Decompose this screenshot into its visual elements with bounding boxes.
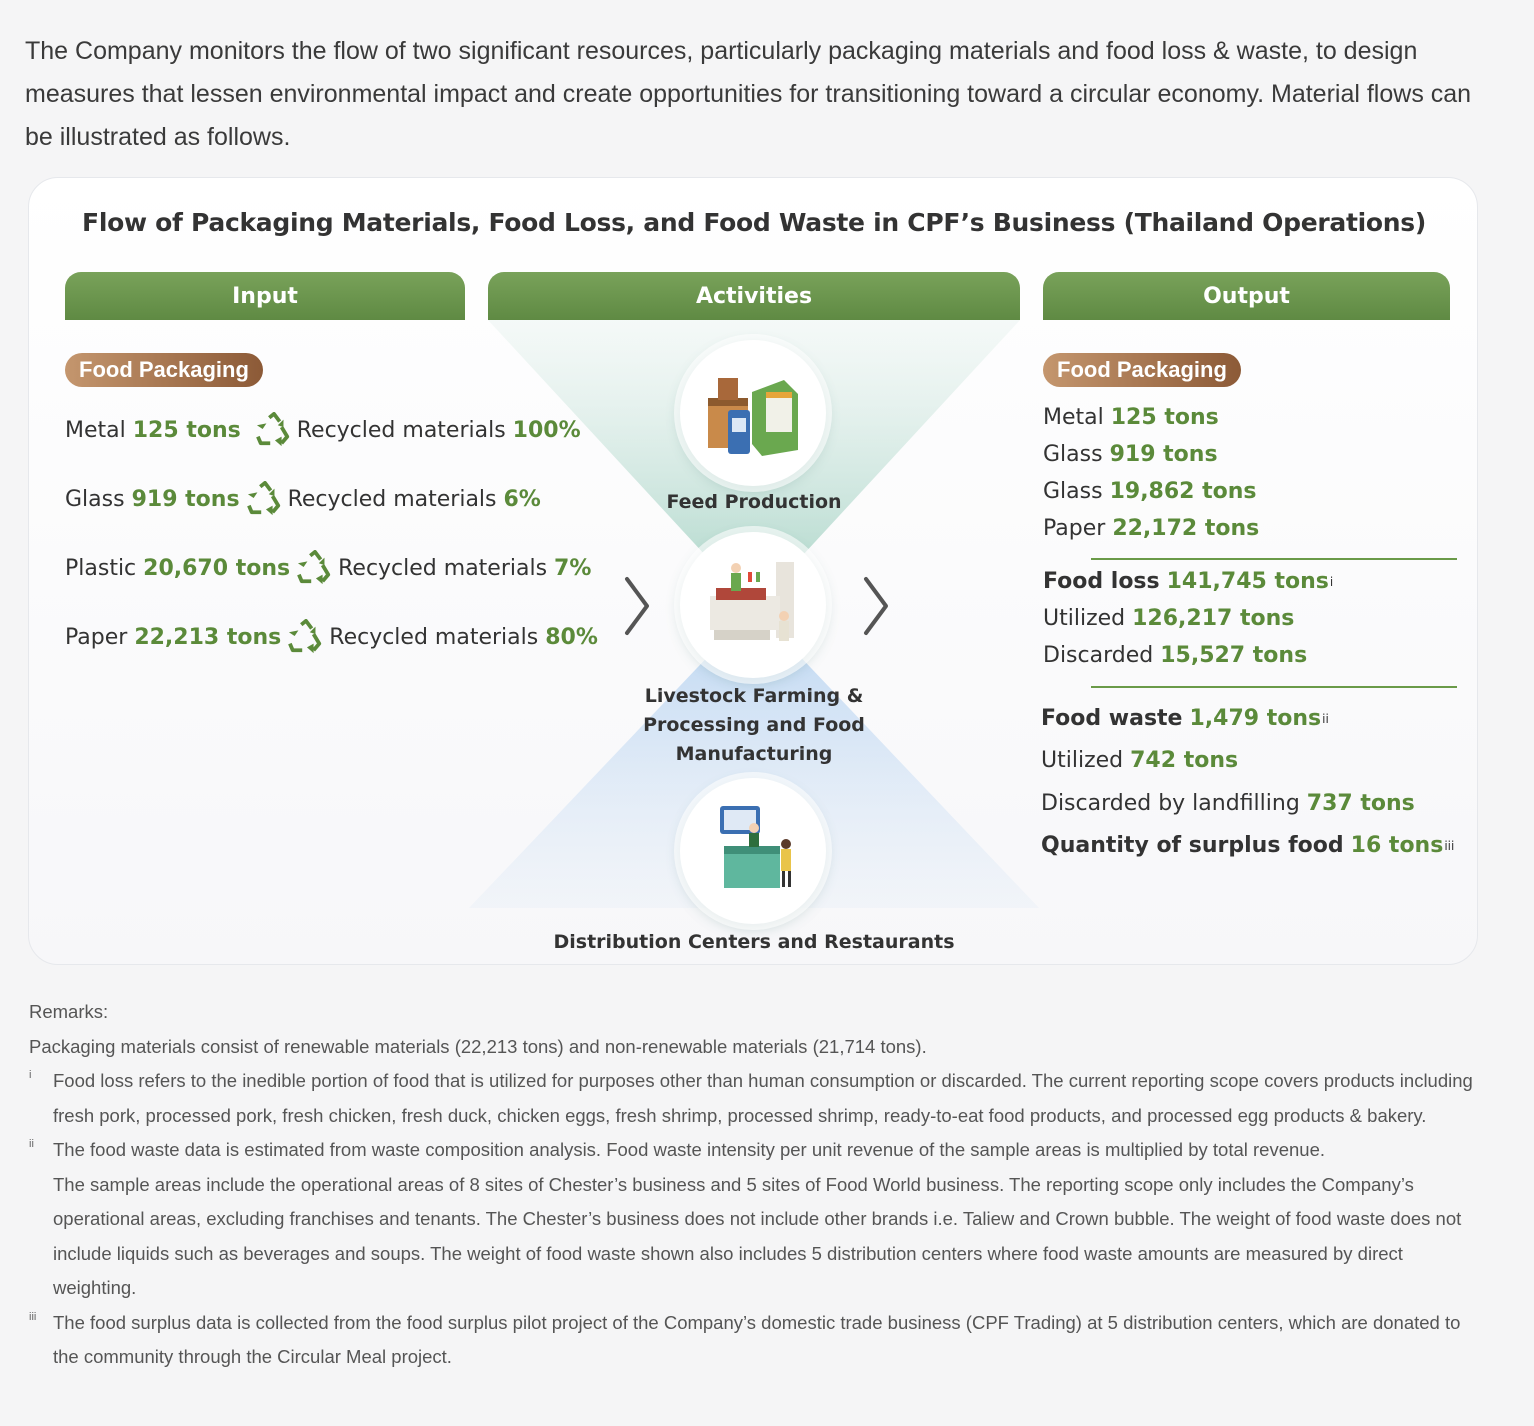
recycled-percent: 80% <box>545 624 598 650</box>
output-food-waste <box>1041 706 1329 731</box>
recycled-label: Recycled materials <box>329 624 539 650</box>
material-amount: 19,862 tons <box>1109 479 1257 504</box>
recycled-label: Recycled materials <box>338 555 548 581</box>
food-loss-label: Food loss <box>1043 569 1160 594</box>
recycled-label: Recycled materials <box>287 486 497 512</box>
recycle-icon <box>287 619 325 655</box>
input-row-metal <box>65 412 581 448</box>
footnote-mark: i <box>29 1069 32 1081</box>
utilized-label: Utilized <box>1043 606 1126 631</box>
material-name: Metal <box>1043 405 1104 430</box>
activity-distribution-restaurants: Distribution Centers and Restaurants <box>553 931 955 953</box>
divider <box>1091 686 1457 688</box>
output-food-waste-landfill <box>1041 791 1415 816</box>
recycle-icon <box>255 412 293 448</box>
material-amount: 125 tons <box>1110 405 1219 430</box>
input-row-glass <box>65 481 541 517</box>
input-food-packaging-pill: Food Packaging <box>65 353 263 387</box>
utilized-amount: 742 tons <box>1130 748 1239 773</box>
material-amount: 125 tons <box>132 417 241 443</box>
discarded-amount: 15,527 tons <box>1160 643 1308 668</box>
material-amount: 919 tons <box>1109 442 1218 467</box>
output-food-waste-utilized <box>1041 748 1238 773</box>
output-row-glass-2 <box>1043 479 1257 504</box>
footnote-ref: ii <box>1322 711 1329 726</box>
feed-production-illustration <box>680 340 826 486</box>
output-row-metal <box>1043 405 1219 430</box>
intro-paragraph: The Company monitors the flow of two significant resources, particularly packaging materials and food loss & waste, to design measures that lessen environmental impact and create opportunities for transitioning toward a circular economy. Material flows can be illustrated as follows. <box>25 37 1472 151</box>
output-row-glass <box>1043 442 1218 467</box>
recycled-percent: 100% <box>512 417 581 443</box>
tab-activities: Activities <box>488 272 1020 320</box>
footnote-text-continued: The sample areas include the operational areas of 8 sites of Chester’s business and 5 sites of Food World business. The reporting scope only includes the Company’s operational areas, excluding franchises and tenants. The Chester’s business does not include other brands i.e. Taliew and Crown bubble. The weight of food waste does not include liquids such as beverages and soups. The weight of food waste shown also includes 5 distribution centers where food waste amounts are measured by direct weighting. <box>53 1173 1462 1298</box>
divider <box>1091 558 1457 560</box>
surplus-amount: 16 tons <box>1350 833 1444 858</box>
footnote-text: The food surplus data is collected from the food surplus pilot project of the Company’s domestic trade business (CPF Trading) at 5 distribution centers, which are donated to the community through the Circular Meal project. <box>53 1311 1461 1367</box>
footnote-text: The food waste data is estimated from waste composition analysis. Food waste intensity per unit revenue of the sample areas is multiplied by total revenue. <box>53 1139 1326 1160</box>
remarks-section <box>29 995 1489 1375</box>
material-flow-card <box>28 177 1478 965</box>
material-amount: 22,213 tons <box>134 624 282 650</box>
activity-feed-production: Feed Production <box>666 491 842 513</box>
footnote-mark: iii <box>29 1310 37 1323</box>
footnote-i <box>29 1064 1489 1133</box>
output-food-loss <box>1043 569 1333 594</box>
footnote-text: Food loss refers to the inedible portion of food that is utilized for purposes other than human consumption or discarded. The current reporting scope covers products including fresh pork, processed pork, fresh chicken, fresh duck, chicken eggs, fresh shrimp, processed shrimp, ready-to-eat food products, and processed egg products & bakery. <box>53 1070 1473 1126</box>
utilized-label: Utilized <box>1041 748 1124 773</box>
output-food-packaging-pill: Food Packaging <box>1043 353 1241 387</box>
footnote-ref: iii <box>1444 838 1455 853</box>
footnote-ref: i <box>1329 574 1334 589</box>
material-name: Paper <box>1043 516 1106 541</box>
output-surplus-food <box>1041 833 1454 858</box>
output-food-loss-discarded <box>1043 643 1307 668</box>
food-waste-amount: 1,479 tons <box>1189 706 1322 731</box>
material-amount: 919 tons <box>131 486 240 512</box>
input-row-plastic <box>65 550 591 586</box>
food-waste-label: Food waste <box>1041 706 1183 731</box>
activity-livestock-processing: Livestock Farming & Processing and Food Manufacturing <box>643 685 865 765</box>
landfill-amount: 737 tons <box>1306 791 1415 816</box>
material-name: Glass <box>1043 442 1103 467</box>
recycle-icon <box>246 481 284 517</box>
tab-output: Output <box>1043 272 1450 320</box>
diagram-title: Flow of Packaging Materials, Food Loss, and Food Waste in CPF’s Business (Thailand Operations) <box>82 208 1426 237</box>
input-row-paper <box>65 619 598 655</box>
material-name: Glass <box>65 486 125 512</box>
discarded-label: Discarded <box>1043 643 1154 668</box>
chevron-right-icon <box>621 575 651 637</box>
chevron-right-icon <box>860 575 890 637</box>
surplus-label: Quantity of surplus food <box>1041 833 1344 858</box>
recycled-percent: 7% <box>554 555 592 581</box>
utilized-amount: 126,217 tons <box>1132 606 1295 631</box>
packaging-note: Packaging materials consist of renewable materials (22,213 tons) and non-renewable materials (21,714 tons). <box>29 1035 927 1057</box>
material-name: Paper <box>65 624 128 650</box>
footnote-mark: ii <box>29 1138 34 1150</box>
recycle-icon <box>296 550 334 586</box>
material-amount: 22,172 tons <box>1112 516 1260 541</box>
material-name: Plastic <box>65 555 137 581</box>
tab-input: Input <box>65 272 465 320</box>
output-food-loss-utilized <box>1043 606 1294 631</box>
material-name: Glass <box>1043 479 1103 504</box>
livestock-processing-illustration <box>680 532 826 678</box>
footnote-ii <box>29 1133 1489 1306</box>
output-row-paper <box>1043 516 1259 541</box>
material-name: Metal <box>65 417 126 443</box>
material-amount: 20,670 tons <box>143 555 291 581</box>
food-loss-amount: 141,745 tons <box>1166 569 1329 594</box>
recycled-percent: 6% <box>503 486 541 512</box>
recycled-label: Recycled materials <box>296 417 506 443</box>
remarks-title: Remarks: <box>29 1001 109 1022</box>
distribution-restaurant-illustration <box>680 778 826 924</box>
landfill-label: Discarded by landfilling <box>1041 791 1300 816</box>
footnote-iii <box>29 1306 1489 1375</box>
